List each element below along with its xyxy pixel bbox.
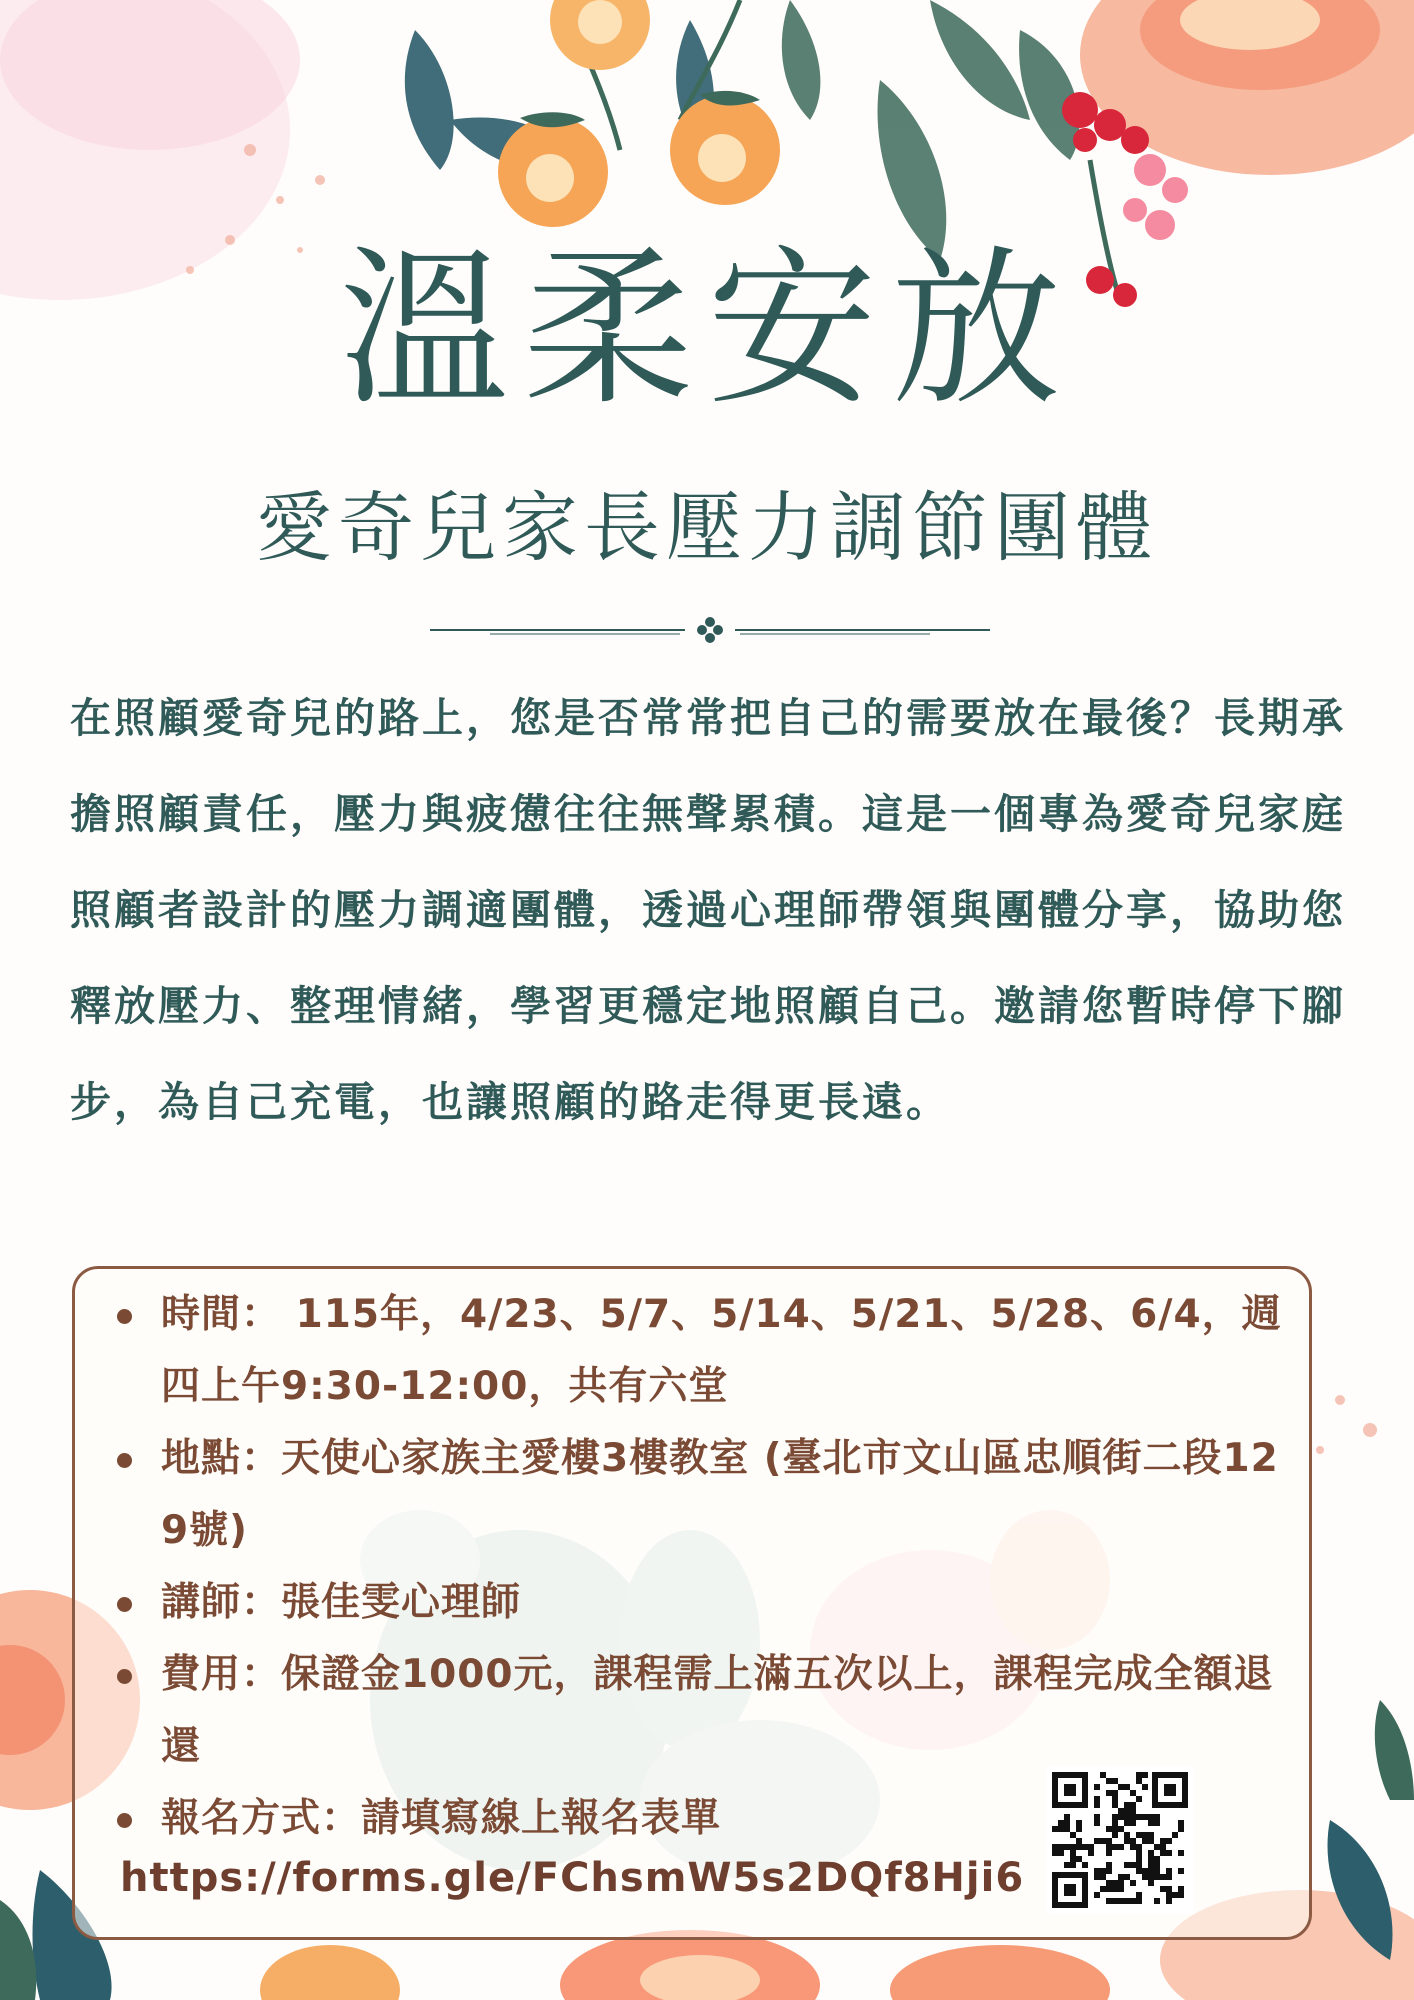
qr-module bbox=[1058, 1850, 1064, 1856]
qr-module bbox=[1178, 1886, 1184, 1892]
qr-module bbox=[1118, 1880, 1124, 1886]
qr-module bbox=[1100, 1874, 1106, 1880]
qr-module bbox=[1106, 1880, 1112, 1886]
qr-module bbox=[1142, 1838, 1148, 1844]
qr-module bbox=[1070, 1850, 1076, 1856]
qr-module bbox=[1112, 1886, 1118, 1892]
qr-module bbox=[1106, 1850, 1112, 1856]
qr-module bbox=[1106, 1844, 1112, 1850]
registration-link[interactable]: https://forms.gle/FChsmW5s2DQf8Hji6 bbox=[120, 1855, 1025, 1901]
qr-module bbox=[1106, 1898, 1112, 1904]
qr-module bbox=[1100, 1772, 1106, 1778]
qr-module bbox=[1118, 1844, 1124, 1850]
qr-module bbox=[1076, 1826, 1082, 1832]
qr-module bbox=[1064, 1814, 1070, 1820]
qr-module bbox=[1160, 1844, 1166, 1850]
qr-module bbox=[1100, 1868, 1106, 1874]
qr-module bbox=[1118, 1784, 1124, 1790]
intro-paragraph: 在照顧愛奇兒的路上，您是否常常把自己的需要放在最後？長期承擔照顧責任，壓力與疲憊往往無聲累積。這是一個專為愛奇兒家庭照顧者設計的壓力調適團體，透過心理師帶領與團體分享，協助您釋放壓力、整理情緒，學習更穩定地照顧自己。邀請您暫時停下腳步，為自己充電，也讓照顧的路走得更長遠。 bbox=[70, 694, 1346, 1126]
qr-module bbox=[1112, 1802, 1118, 1808]
qr-module bbox=[1088, 1850, 1094, 1856]
qr-module bbox=[1130, 1862, 1136, 1868]
qr-module bbox=[1154, 1856, 1160, 1862]
qr-module bbox=[1148, 1874, 1154, 1880]
qr-module bbox=[1130, 1898, 1136, 1904]
qr-module bbox=[1106, 1826, 1112, 1832]
bullet-icon bbox=[117, 1453, 132, 1468]
qr-module bbox=[1064, 1826, 1070, 1832]
qr-module bbox=[1178, 1892, 1184, 1898]
qr-module bbox=[1124, 1862, 1130, 1868]
qr-module bbox=[1064, 1820, 1070, 1826]
qr-module bbox=[1112, 1880, 1118, 1886]
qr-module bbox=[1166, 1892, 1172, 1898]
qr-module bbox=[1106, 1868, 1112, 1874]
qr-module bbox=[1058, 1820, 1064, 1826]
qr-module bbox=[1160, 1838, 1166, 1844]
qr-module bbox=[1112, 1826, 1118, 1832]
qr-module bbox=[1100, 1838, 1106, 1844]
qr-module bbox=[1142, 1814, 1148, 1820]
qr-module bbox=[1070, 1844, 1076, 1850]
qr-module bbox=[1094, 1892, 1100, 1898]
qr-module bbox=[1136, 1892, 1142, 1898]
info-item-time bbox=[113, 1279, 1293, 1423]
qr-module bbox=[1136, 1814, 1142, 1820]
qr-module bbox=[1076, 1838, 1082, 1844]
qr-module bbox=[1148, 1832, 1154, 1838]
qr-module bbox=[1160, 1886, 1166, 1892]
qr-module bbox=[1148, 1838, 1154, 1844]
qr-module bbox=[1166, 1838, 1172, 1844]
qr-module bbox=[1136, 1832, 1142, 1838]
qr-module bbox=[1142, 1874, 1148, 1880]
qr-module bbox=[1136, 1856, 1142, 1862]
qr-module bbox=[1154, 1868, 1160, 1874]
qr-module bbox=[1112, 1844, 1118, 1850]
qr-module bbox=[1136, 1844, 1142, 1850]
qr-module bbox=[1130, 1802, 1136, 1808]
ornamental-divider bbox=[430, 615, 990, 645]
qr-module bbox=[1130, 1814, 1136, 1820]
qr-module bbox=[1148, 1862, 1154, 1868]
qr-module bbox=[1142, 1832, 1148, 1838]
qr-module bbox=[1076, 1856, 1082, 1862]
qr-module bbox=[1148, 1868, 1154, 1874]
page-title: 溫柔安放 bbox=[338, 231, 1075, 429]
qr-module bbox=[1058, 1826, 1064, 1832]
qr-module bbox=[1082, 1862, 1088, 1868]
qr-module bbox=[1178, 1826, 1184, 1832]
page-subtitle: 愛奇兒家長壓力調節團體 bbox=[256, 483, 1158, 572]
qr-module bbox=[1052, 1850, 1058, 1856]
qr-module bbox=[1154, 1874, 1160, 1880]
qr-module bbox=[1136, 1898, 1142, 1904]
qr-module bbox=[1154, 1844, 1160, 1850]
qr-module bbox=[1154, 1820, 1160, 1826]
qr-module bbox=[1070, 1856, 1076, 1862]
qr-code[interactable] bbox=[1046, 1766, 1194, 1914]
qr-module bbox=[1052, 1844, 1058, 1850]
info-item-location bbox=[113, 1423, 1293, 1567]
qr-module bbox=[1136, 1772, 1142, 1778]
qr-module bbox=[1172, 1832, 1178, 1838]
qr-module bbox=[1100, 1886, 1106, 1892]
qr-module bbox=[1112, 1814, 1118, 1820]
qr-module bbox=[1094, 1820, 1100, 1826]
qr-module bbox=[1106, 1862, 1112, 1868]
qr-module bbox=[1064, 1862, 1070, 1868]
qr-module bbox=[1160, 1874, 1166, 1880]
qr-module bbox=[1094, 1796, 1100, 1802]
qr-module bbox=[1154, 1814, 1160, 1820]
qr-module bbox=[1154, 1862, 1160, 1868]
qr-module bbox=[1070, 1832, 1076, 1838]
info-fee-text: 費用：保證金1000元，課程需上滿五次以上，課程完成全額退還 bbox=[161, 1652, 1274, 1769]
qr-module bbox=[1130, 1820, 1136, 1826]
qr-module bbox=[1124, 1838, 1130, 1844]
qr-module bbox=[1118, 1826, 1124, 1832]
qr-module bbox=[1094, 1874, 1100, 1880]
qr-module bbox=[1136, 1850, 1142, 1856]
qr-module bbox=[1154, 1898, 1160, 1904]
bullet-icon bbox=[117, 1309, 132, 1324]
info-item-instructor bbox=[113, 1567, 1293, 1639]
qr-module bbox=[1148, 1820, 1154, 1826]
qr-module bbox=[1112, 1820, 1118, 1826]
info-item-fee bbox=[113, 1639, 1293, 1783]
qr-module bbox=[1088, 1844, 1094, 1850]
qr-module bbox=[1166, 1850, 1172, 1856]
qr-module bbox=[1136, 1778, 1142, 1784]
qr-module bbox=[1130, 1838, 1136, 1844]
info-instructor-text: 講師：張佳雯心理師 bbox=[161, 1580, 522, 1625]
qr-module bbox=[1094, 1802, 1100, 1808]
qr-module bbox=[1124, 1820, 1130, 1826]
qr-module bbox=[1142, 1868, 1148, 1874]
qr-module bbox=[1160, 1850, 1166, 1856]
bullet-icon bbox=[117, 1813, 132, 1828]
info-registration-text: 報名方式：請填寫線上報名表單 bbox=[161, 1796, 722, 1841]
qr-module bbox=[1076, 1820, 1082, 1826]
qr-module bbox=[1106, 1838, 1112, 1844]
qr-module bbox=[1124, 1898, 1130, 1904]
qr-module bbox=[1106, 1886, 1112, 1892]
qr-module bbox=[1058, 1844, 1064, 1850]
qr-module bbox=[1148, 1814, 1154, 1820]
qr-module bbox=[1118, 1814, 1124, 1820]
info-time-text: 時間： 115年，4/23、5/7、5/14、5/21、5/28、6/4，週四上午9:30-12:00，共有六堂 bbox=[161, 1292, 1282, 1409]
qr-module bbox=[1136, 1862, 1142, 1868]
qr-module bbox=[1094, 1838, 1100, 1844]
qr-module bbox=[1124, 1814, 1130, 1820]
qr-module bbox=[1142, 1772, 1148, 1778]
qr-module bbox=[1142, 1784, 1148, 1790]
qr-module bbox=[1112, 1898, 1118, 1904]
qr-module bbox=[1070, 1862, 1076, 1868]
qr-module bbox=[1118, 1874, 1124, 1880]
qr-module bbox=[1094, 1868, 1100, 1874]
qr-module bbox=[1112, 1778, 1118, 1784]
qr-module bbox=[1106, 1790, 1112, 1796]
qr-module bbox=[1112, 1832, 1118, 1838]
qr-module bbox=[1124, 1832, 1130, 1838]
qr-module bbox=[1130, 1808, 1136, 1814]
qr-module bbox=[1124, 1808, 1130, 1814]
qr-module bbox=[1130, 1880, 1136, 1886]
qr-module bbox=[1178, 1850, 1184, 1856]
qr-module bbox=[1130, 1844, 1136, 1850]
qr-module bbox=[1112, 1796, 1118, 1802]
qr-module bbox=[1118, 1808, 1124, 1814]
bullet-icon bbox=[117, 1597, 132, 1612]
qr-module bbox=[1124, 1802, 1130, 1808]
qr-module bbox=[1130, 1790, 1136, 1796]
qr-module bbox=[1112, 1790, 1118, 1796]
qr-module bbox=[1052, 1826, 1058, 1832]
qr-module bbox=[1076, 1844, 1082, 1850]
qr-module bbox=[1094, 1814, 1100, 1820]
qr-module bbox=[1166, 1874, 1172, 1880]
qr-module bbox=[1178, 1820, 1184, 1826]
qr-module bbox=[1178, 1868, 1184, 1874]
qr-module bbox=[1094, 1784, 1100, 1790]
qr-module bbox=[1124, 1784, 1130, 1790]
qr-module bbox=[1124, 1874, 1130, 1880]
qr-module bbox=[1106, 1778, 1112, 1784]
qr-module bbox=[1118, 1898, 1124, 1904]
qr-module bbox=[1166, 1886, 1172, 1892]
qr-module bbox=[1136, 1796, 1142, 1802]
qr-module bbox=[1148, 1856, 1154, 1862]
qr-module bbox=[1136, 1868, 1142, 1874]
qr-module bbox=[1082, 1844, 1088, 1850]
bullet-icon bbox=[117, 1669, 132, 1684]
qr-module bbox=[1166, 1898, 1172, 1904]
qr-module bbox=[1064, 1844, 1070, 1850]
qr-module bbox=[1148, 1880, 1154, 1886]
info-location-text: 地點：天使心家族主愛樓3樓教室 (臺北市文山區忠順街二段129號) bbox=[161, 1436, 1279, 1553]
qr-module bbox=[1172, 1892, 1178, 1898]
qr-module bbox=[1166, 1868, 1172, 1874]
qr-module bbox=[1118, 1886, 1124, 1892]
qr-module bbox=[1148, 1850, 1154, 1856]
